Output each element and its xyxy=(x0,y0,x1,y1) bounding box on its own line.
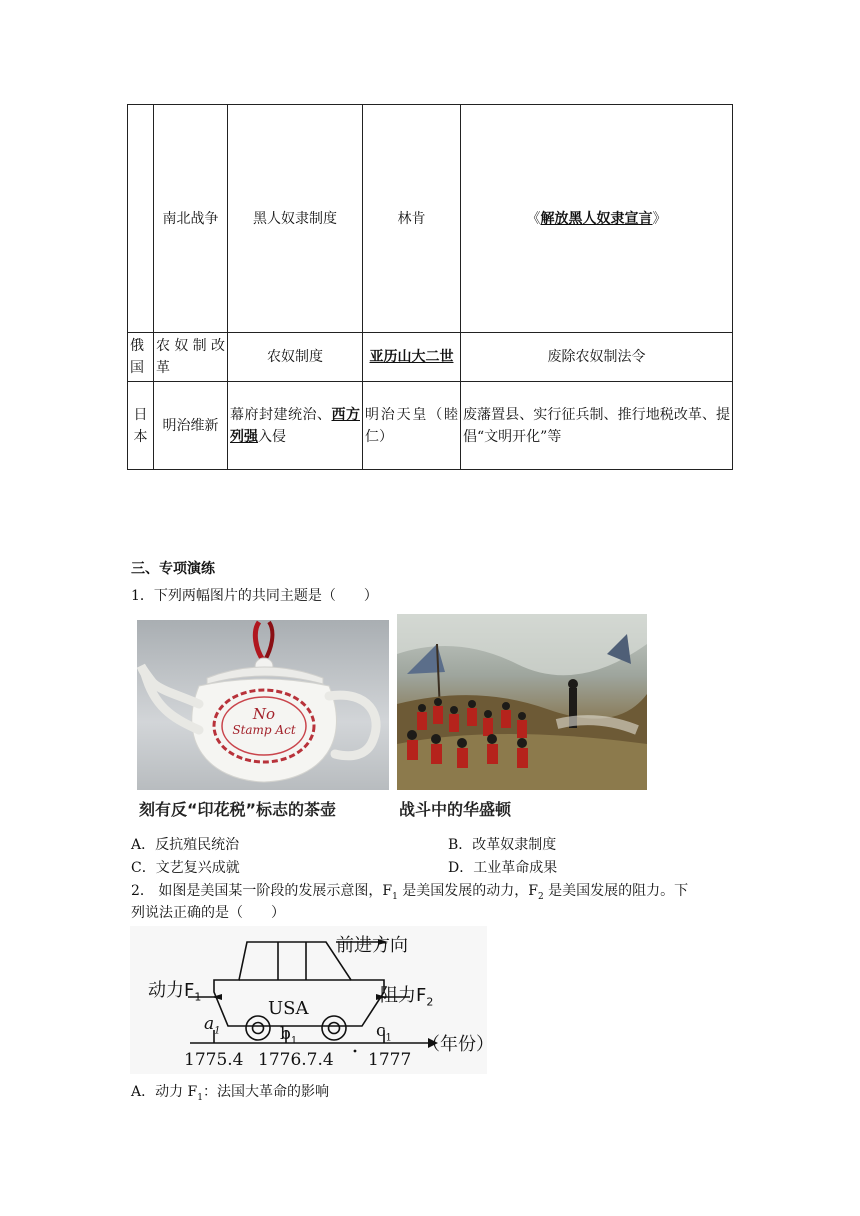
option-b[interactable]: B．改革奴隶制度 xyxy=(448,837,557,853)
document-cell: 废藩置县、实行征兵制、推行地税改革、提倡“文明开化”等 xyxy=(461,382,733,470)
country-cell xyxy=(128,105,154,333)
table-row xyxy=(128,105,733,333)
tick-label: 1775.4 xyxy=(184,1050,244,1070)
leader-cell xyxy=(363,333,461,382)
option-a[interactable]: A．反抗殖民统治 xyxy=(131,837,240,853)
emphasis-text: 解放黑人奴隶宣言 xyxy=(540,210,653,227)
car-label-usa: USA xyxy=(268,998,309,1019)
point-c-label: $c_1$ xyxy=(376,1021,392,1044)
teapot-image xyxy=(137,620,389,790)
country-cell: 俄国 xyxy=(128,333,154,382)
tick-label: 1777 xyxy=(368,1050,412,1070)
history-table xyxy=(127,104,733,470)
question-2-stem: 2． 如图是美国某一阶段的发展示意图，$F_1$ 是美国发展的动力，$F_2$ 是美国发展的阻力。下 xyxy=(131,883,689,902)
question-1-stem: 1．下列两幅图片的共同主题是（ ） xyxy=(131,588,378,604)
document-cell: 废除农奴制法令 xyxy=(461,333,733,382)
section-title: 三、专项演练 xyxy=(131,561,215,577)
event-cell: 南北战争 xyxy=(154,105,228,333)
system-cell: 黑人奴隶制度 xyxy=(228,105,363,333)
point-b-label: $b_1$ xyxy=(280,1024,298,1047)
leader-cell: 明治天皇（睦仁） xyxy=(363,382,461,470)
table-row xyxy=(128,333,733,382)
teapot-caption: 刻有反“印花税”标志的茶壶 xyxy=(139,800,337,819)
driving-force-label: 动力$F_1$ xyxy=(148,980,202,1004)
emphasis-text: 亚历山大二世 xyxy=(369,349,454,365)
leader-cell: 林肯 xyxy=(363,105,461,333)
document-cell: 《解放黑人奴隶宣言》 xyxy=(461,105,733,333)
system-cell: 农奴制度 xyxy=(228,333,363,382)
battle-caption: 战斗中的华盛顿 xyxy=(399,800,512,819)
forward-direction-label: 前进方向 xyxy=(336,935,408,956)
event-cell: 明治维新 xyxy=(154,382,228,470)
axis-unit-label: （年份） xyxy=(422,1034,494,1055)
tick-label: 1776.7.4 xyxy=(258,1050,334,1070)
point-a-label: $a_1$ xyxy=(204,1014,221,1037)
system-cell: 幕府封建统治、西方列强入侵 xyxy=(228,382,363,470)
option-d[interactable]: D．工业革命成果 xyxy=(448,860,558,876)
question-2-option-a[interactable]: A．动力 $F_1$：法国大革命的影响 xyxy=(131,1084,330,1103)
country-cell: 日本 xyxy=(128,382,154,470)
usa-development-diagram xyxy=(130,926,494,1074)
table-row xyxy=(128,382,733,470)
emphasis-text: 西方列强 xyxy=(230,406,360,445)
event-cell: 农奴制改革 xyxy=(154,333,228,382)
resistance-force-label: 阻力$F_2$ xyxy=(380,985,434,1009)
option-c[interactable]: C．文艺复兴成就 xyxy=(131,860,240,876)
question-2-stem-line2: 列说法正确的是（ ） xyxy=(131,905,285,921)
teapot-inscription: No Stamp Act xyxy=(232,705,296,737)
battle-painting-image xyxy=(397,614,647,790)
